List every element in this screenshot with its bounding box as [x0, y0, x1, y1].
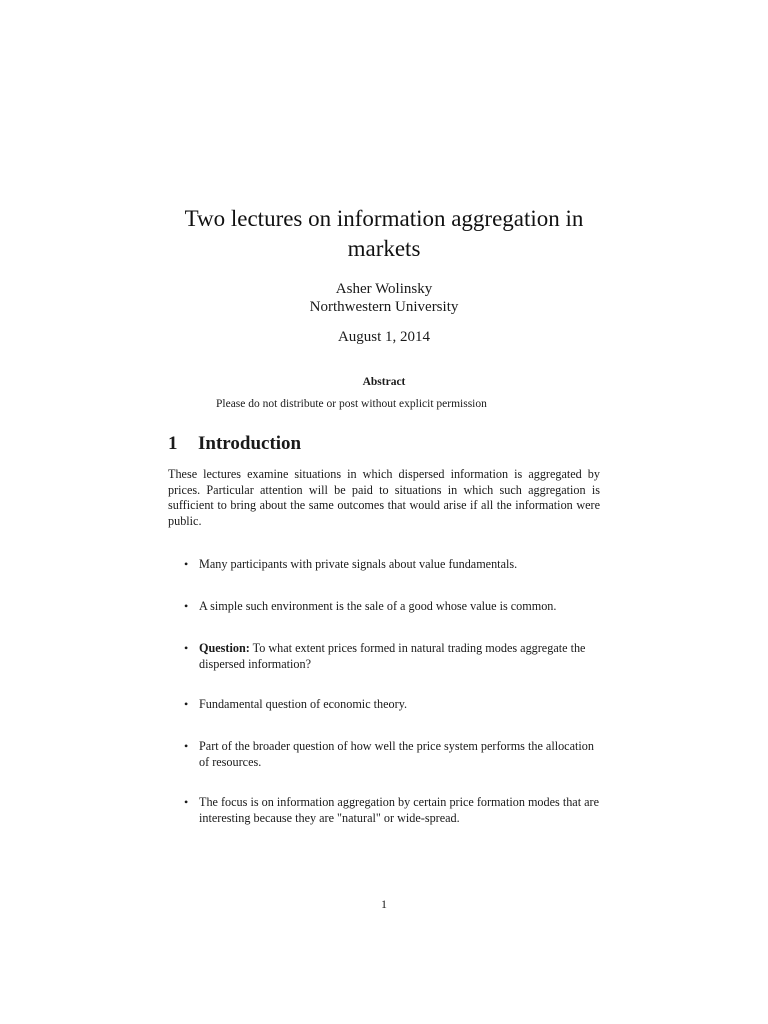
- author-name: Asher Wolinsky: [335, 281, 433, 297]
- paper-title: [0, 204, 768, 264]
- bullet-icon: •: [184, 557, 189, 571]
- bullet-text: Many participants with private signals about value fundamentals.: [199, 557, 518, 571]
- bullet-icon: •: [184, 697, 189, 711]
- section-title: Introduction: [198, 433, 302, 454]
- list-item: [184, 795, 600, 826]
- bullet-text: The focus is on information aggregation by certain price formation modes that are interesting because they are "natural" or wide-spread.: [199, 795, 600, 825]
- bullet-lead: Question:: [199, 641, 250, 655]
- intro-paragraph: These lectures examine situations in which dispersed information is aggregated by prices. Particular attention will be paid to situations in which such aggregation is sufficient to bring about the same outcomes that would arise if all the information were public.: [168, 467, 600, 528]
- bullet-icon: •: [184, 641, 189, 655]
- list-item: [184, 641, 600, 672]
- title-line-1: Two lectures on information aggregation in: [184, 206, 584, 231]
- author-affiliation: Northwestern University: [309, 299, 459, 315]
- abstract-heading: Abstract: [362, 376, 406, 388]
- list-item: [184, 557, 600, 573]
- bullet-icon: •: [184, 795, 189, 809]
- bullet-icon: •: [184, 739, 189, 753]
- bullet-text: A simple such environment is the sale of a good whose value is common.: [199, 599, 557, 613]
- title-line-2: markets: [347, 236, 421, 261]
- page-number: 1: [381, 897, 387, 911]
- list-item: [184, 697, 600, 713]
- abstract-text: Please do not distribute or post without explicit permission: [216, 398, 487, 410]
- paper-date: August 1, 2014: [337, 329, 431, 345]
- bullet-text: To what extent prices formed in natural trading modes aggregate the dispersed information?: [199, 641, 586, 671]
- bullet-text: Fundamental question of economic theory.: [199, 697, 408, 711]
- section-heading: [168, 433, 301, 455]
- list-item: [184, 739, 600, 770]
- list-item: [184, 599, 600, 615]
- bullet-icon: •: [184, 599, 189, 613]
- section-number: 1: [168, 433, 178, 454]
- bullet-text: Part of the broader question of how well the price system performs the allocation of resources.: [199, 739, 594, 769]
